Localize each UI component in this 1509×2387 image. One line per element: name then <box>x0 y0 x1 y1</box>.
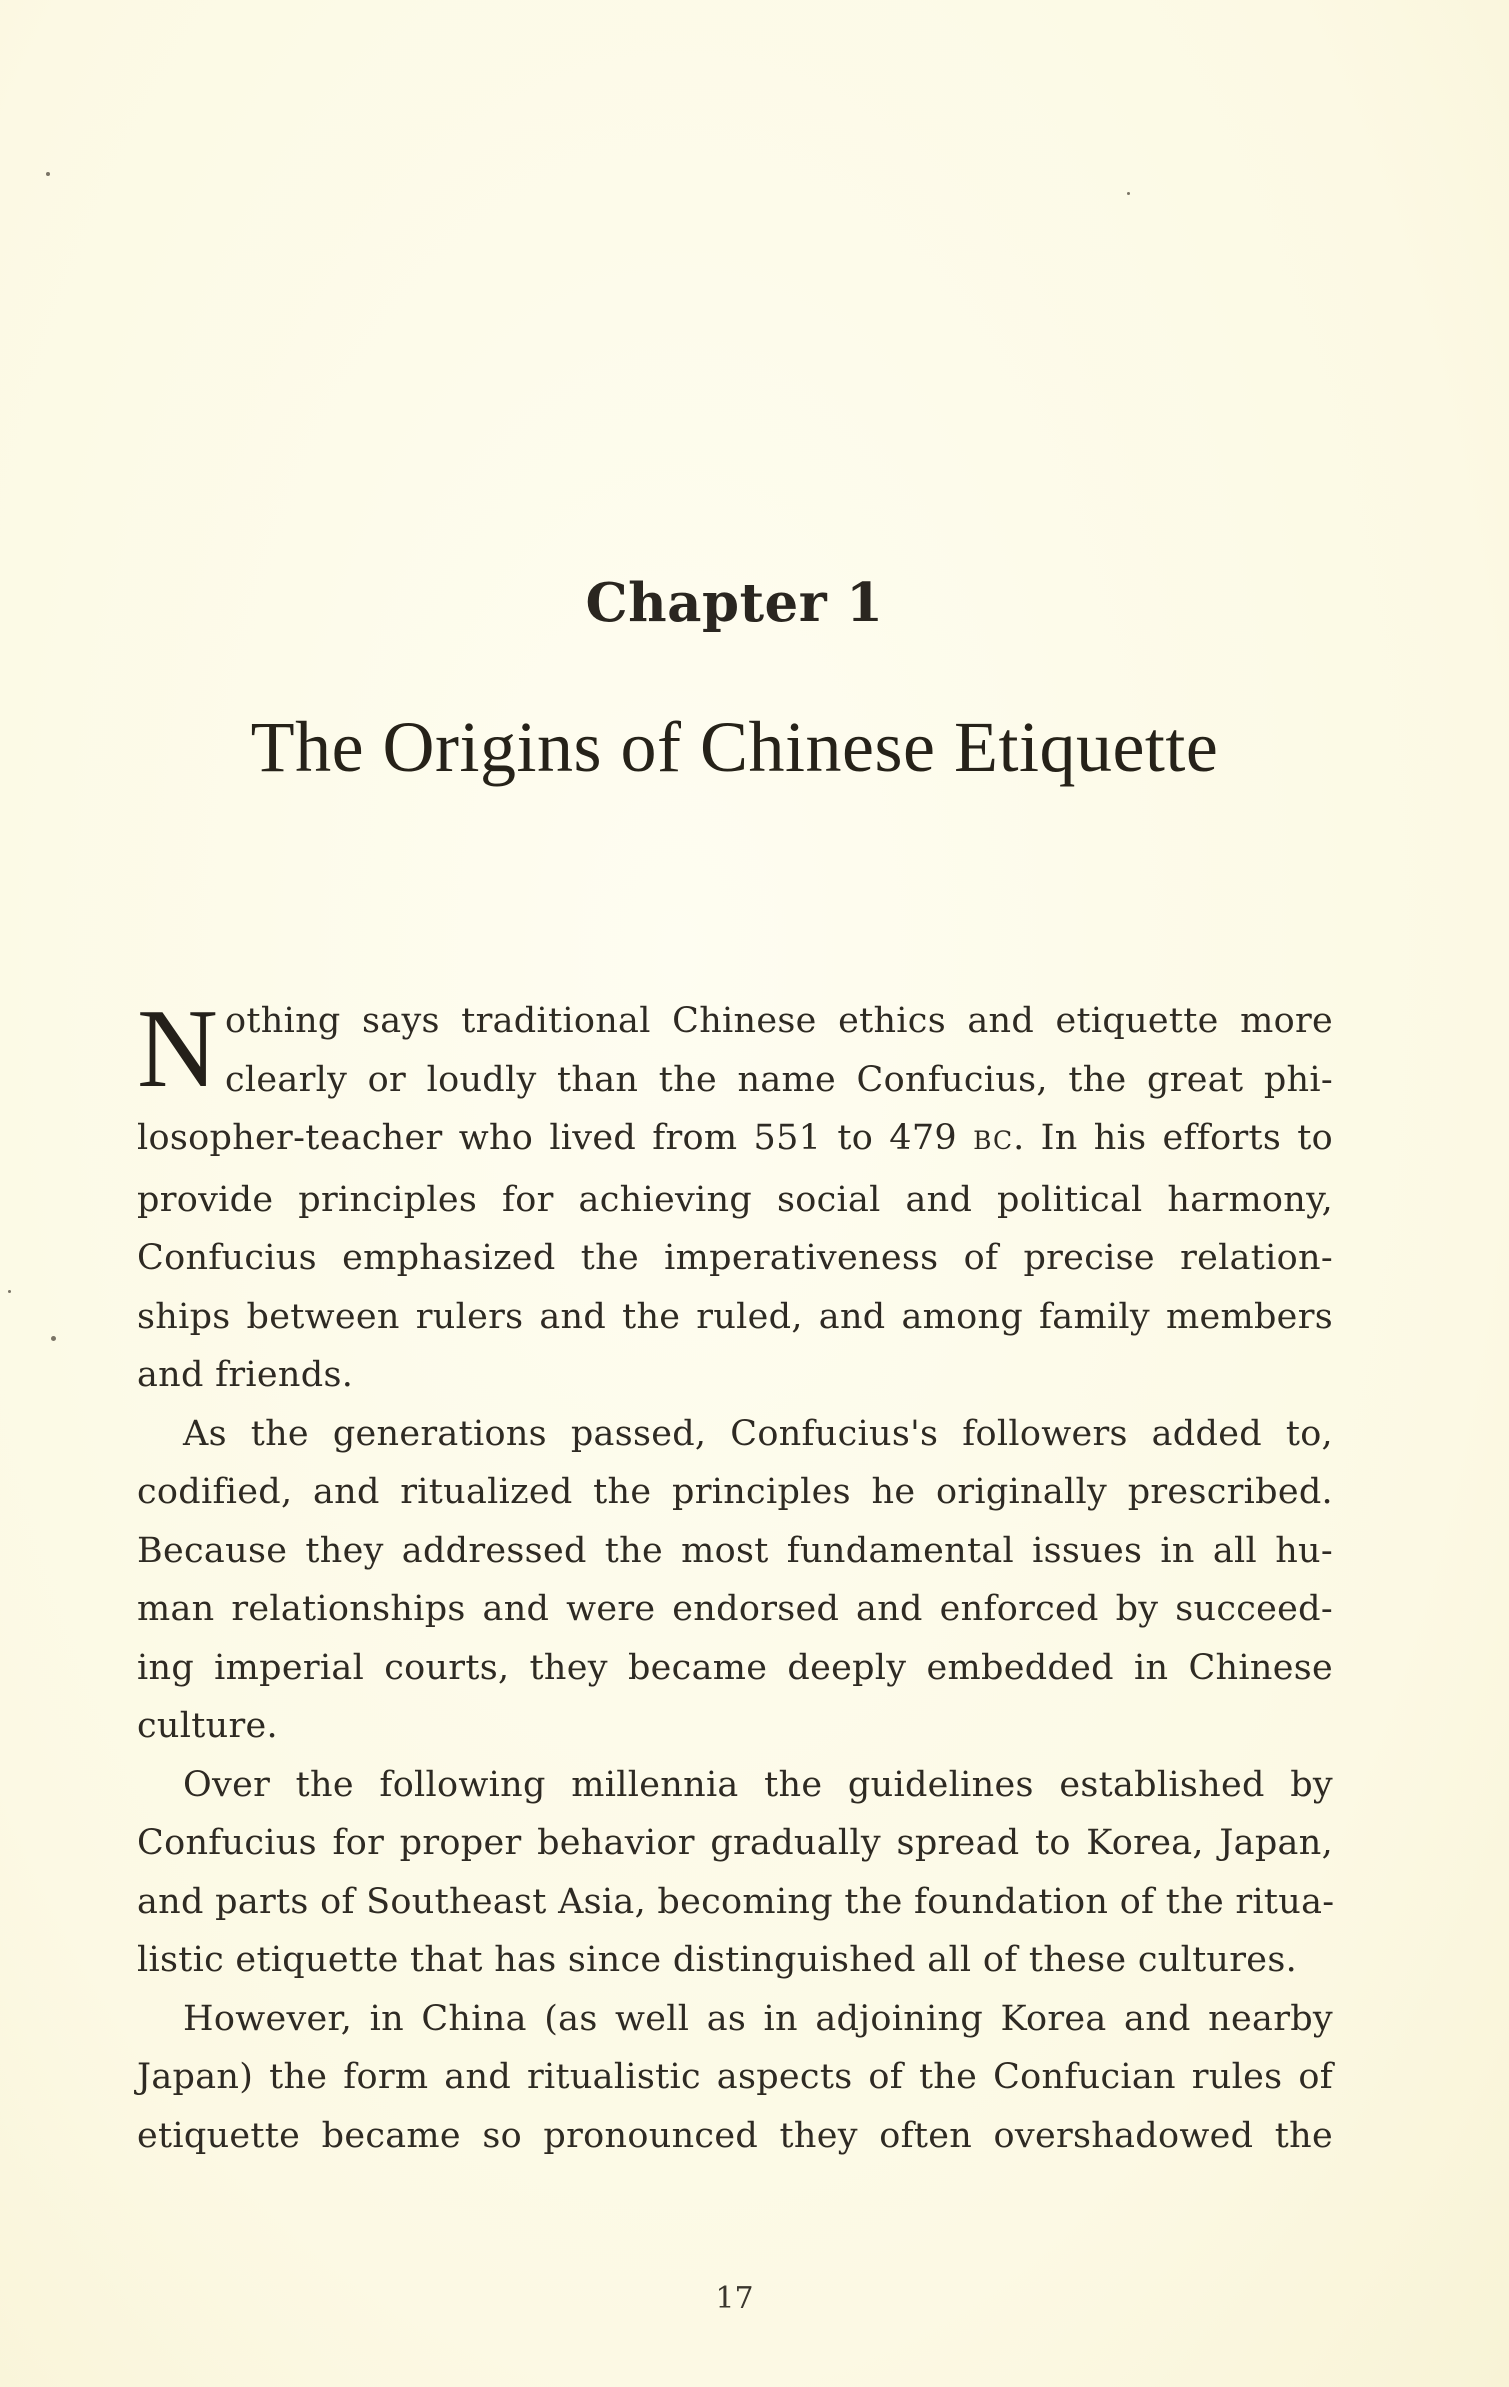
paragraph-line: ing imperial courts, they became deeply embedded in Chinese <box>137 1647 1333 1688</box>
paragraph-line: As the generations passed, Confucius's followers added to, <box>183 1413 1333 1454</box>
paragraph-line: clearly or loudly than the name Confucius, the great phi- <box>225 1059 1333 1100</box>
chapter-label: Chapter 1 <box>585 572 884 634</box>
paragraph-line: Confucius emphasized the imperativeness of precise relation- <box>137 1238 1333 1278</box>
scan-speck <box>1127 192 1130 195</box>
paragraph-line: Because they addressed the most fundamental issues in all hu- <box>137 1530 1333 1571</box>
paragraph-line: listic etiquette that has since distinguished all of these cultures. <box>137 1940 1298 1980</box>
scan-speck <box>8 1290 11 1293</box>
paragraph-line: etiquette became so pronounced they often overshadowed the <box>137 2115 1333 2156</box>
paragraph-line: man relationships and were endorsed and enforced by succeed- <box>137 1589 1333 1629</box>
paragraph-line: provide principles for achieving social and political harmony, <box>137 1179 1333 1220</box>
paragraph-line: Confucius for proper behavior gradually spread to Korea, Japan, <box>137 1823 1333 1863</box>
paragraph-line: ships between rulers and the ruled, and among family members <box>137 1296 1333 1337</box>
paragraph-line: Japan) the form and ritualistic aspects of the Confucian rules of <box>137 2057 1333 2097</box>
era-abbreviation: BC <box>973 1126 1014 1155</box>
chapter-title: The Origins of Chinese Etiquette <box>250 707 1219 787</box>
body-text <box>137 987 1335 2165</box>
paragraph-line: However, in China (as well as in adjoining Korea and nearby <box>183 1998 1333 2039</box>
paragraph-line: and parts of Southeast Asia, becoming the foundation of the ritua- <box>137 1881 1335 1922</box>
paragraph-line: and friends. <box>137 1355 354 1395</box>
scan-speck <box>51 1336 56 1341</box>
paragraph-line: losopher-teacher who lived from 551 to 479 BC. In his efforts to <box>137 1118 1333 1158</box>
paragraph-line: othing says traditional Chinese ethics and etiquette more <box>225 1001 1333 1041</box>
page-number: 17 <box>715 2281 754 2316</box>
scan-speck <box>46 172 50 176</box>
drop-cap: N <box>137 987 218 1111</box>
paragraph-line: Over the following millennia the guidelines established by <box>183 1764 1333 1805</box>
paragraph-line: culture. <box>137 1706 278 1746</box>
paragraph-line: codified, and ritualized the principles he originally prescribed. <box>137 1472 1333 1512</box>
